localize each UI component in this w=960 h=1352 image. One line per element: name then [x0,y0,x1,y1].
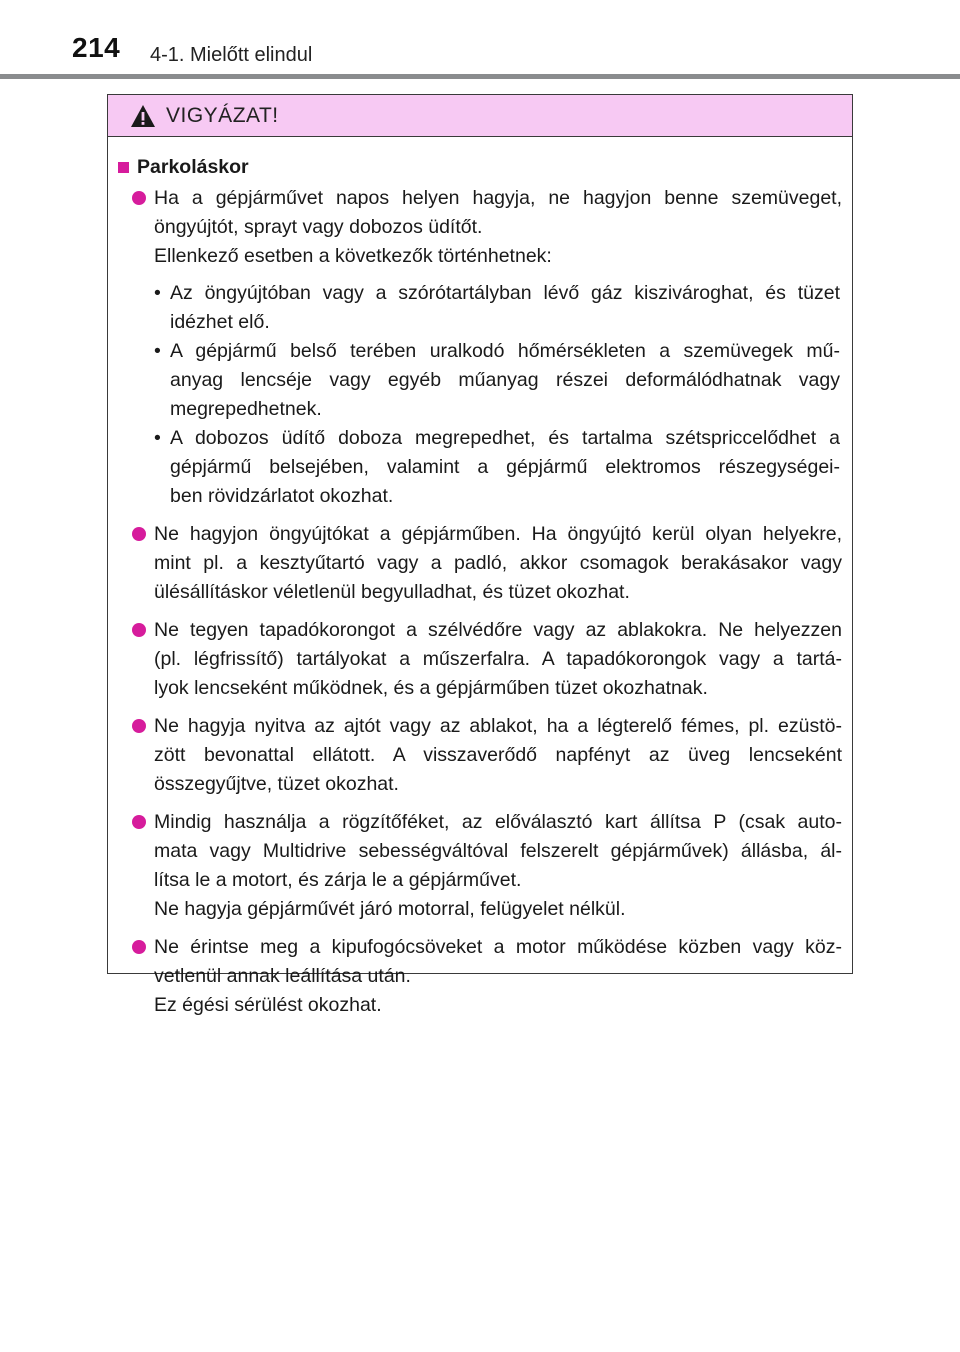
caution-text-line: öngyújtót, sprayt vagy dobozos üdítőt. [154,216,483,238]
caution-text-line: Ha a gépjárművet napos helyen hagyja, ne hagyjon benne szemüveget, [154,187,842,209]
sub-bullet-item [154,279,842,337]
sub-bullet-text-line: Az öngyújtóban vagy a szórótartályban lévő gáz kiszivároghat, és tüzet [170,282,840,304]
caution-box [107,94,853,1016]
caution-text-line: Ez égési sérülést okozhat. [154,994,382,1016]
caution-title: VIGYÁZAT! [166,103,279,127]
caution-text-line: (pl. légfrissítő) tartályokat a műszerfalra. A tapadókorongok vagy a tartá- [154,648,842,670]
caution-point [118,520,842,607]
circle-bullet-icon [132,527,146,541]
sub-bullet-text-line: A dobozos üdítő doboza megrepedhet, és tartalma szétspriccelődhet a [170,427,840,449]
warning-triangle-icon [130,104,156,128]
sub-bullet-list [154,279,842,511]
sub-bullet-text-line: anyag lencséje vagy egyéb műanyag részei deformálódhatnak vagy [170,369,840,391]
caution-text-line: Mindig használja a rögzítőféket, az előválasztó kart állítsa P (csak auto- [154,811,842,833]
sub-bullet-text-line: idézhet elő. [170,311,270,333]
caution-point [118,808,842,924]
caution-point [118,933,842,1020]
caution-point [118,616,842,703]
caution-points [118,184,842,1020]
caution-point [118,712,842,799]
sub-bullet-item [154,337,842,424]
caution-text-line: ülésállításkor véletlenül begyulladhat, és tüzet okozhat. [154,581,630,603]
caution-text-line: összegyűjtve, tüzet okozhat. [154,773,399,795]
page-number: 214 [72,32,121,63]
header-rule [0,74,960,79]
circle-bullet-icon [132,719,146,733]
caution-text-line: Ne tegyen tapadókorongot a szélvédőre vagy az ablakokra. Ne helyezzen [154,619,842,641]
caution-text-line: lítsa le a motort, és zárja le a gépjárművet. [154,869,522,891]
square-bullet-icon [118,162,129,173]
bullet-glyph: • [154,340,161,362]
caution-text-line: Ne érintse meg a kipufogócsöveket a motor működése közben vagy köz- [154,936,842,958]
sub-bullet-text-line: gépjármű belsejében, valamint a gépjármű elektromos részegységei- [170,456,840,478]
circle-bullet-icon [132,623,146,637]
caution-text-line: lyok lencseként működnek, és a gépjárműben tüzet okozhatnak. [154,677,708,699]
sub-bullet-item [154,424,842,511]
bullet-glyph: • [154,427,161,449]
caution-text-line: Ne hagyja gépjárművét járó motorral, felügyelet nélkül. [154,898,626,920]
sub-bullet-text-line: megrepedhetnek. [170,398,322,420]
subheading [118,153,842,182]
subheading-text: Parkoláskor [137,156,249,178]
caution-text-line: Ne hagyjon öngyújtókat a gépjárműben. Ha öngyújtó kerül olyan helyekre, [154,523,842,545]
section-title: 4-1. Mielőtt elindul [150,44,313,66]
circle-bullet-icon [132,940,146,954]
caution-text-line: mata vagy Multidrive sebességváltóval felszerelt gépjárművek) állásba, ál- [154,840,842,862]
sub-bullet-text-line: ben rövidzárlatot okozhat. [170,485,394,507]
caution-header [108,95,852,137]
circle-bullet-icon [132,815,146,829]
circle-bullet-icon [132,191,146,205]
sub-bullet-text-line: A gépjármű belső terében uralkodó hőmérsékleten a szemüvegek mű- [170,340,840,362]
bullet-glyph: • [154,282,161,304]
caution-text-line: vetlenül annak leállítása után. [154,965,411,987]
caution-point [118,184,842,511]
caution-text-line: mint pl. a kesztyűtartó vagy a padló, akkor csomagok berakásakor vagy [154,552,842,574]
caution-body [108,137,852,1020]
caution-text-line: Ne hagyja nyitva az ajtót vagy az ablakot, ha a légterelő fémes, pl. ezüstö- [154,715,842,737]
caution-text-line: Ellenkező esetben a következők történhetnek: [154,245,552,267]
caution-text-line: zött bevonattal ellátott. A visszaverődő napfényt az üveg lencseként [154,744,842,766]
